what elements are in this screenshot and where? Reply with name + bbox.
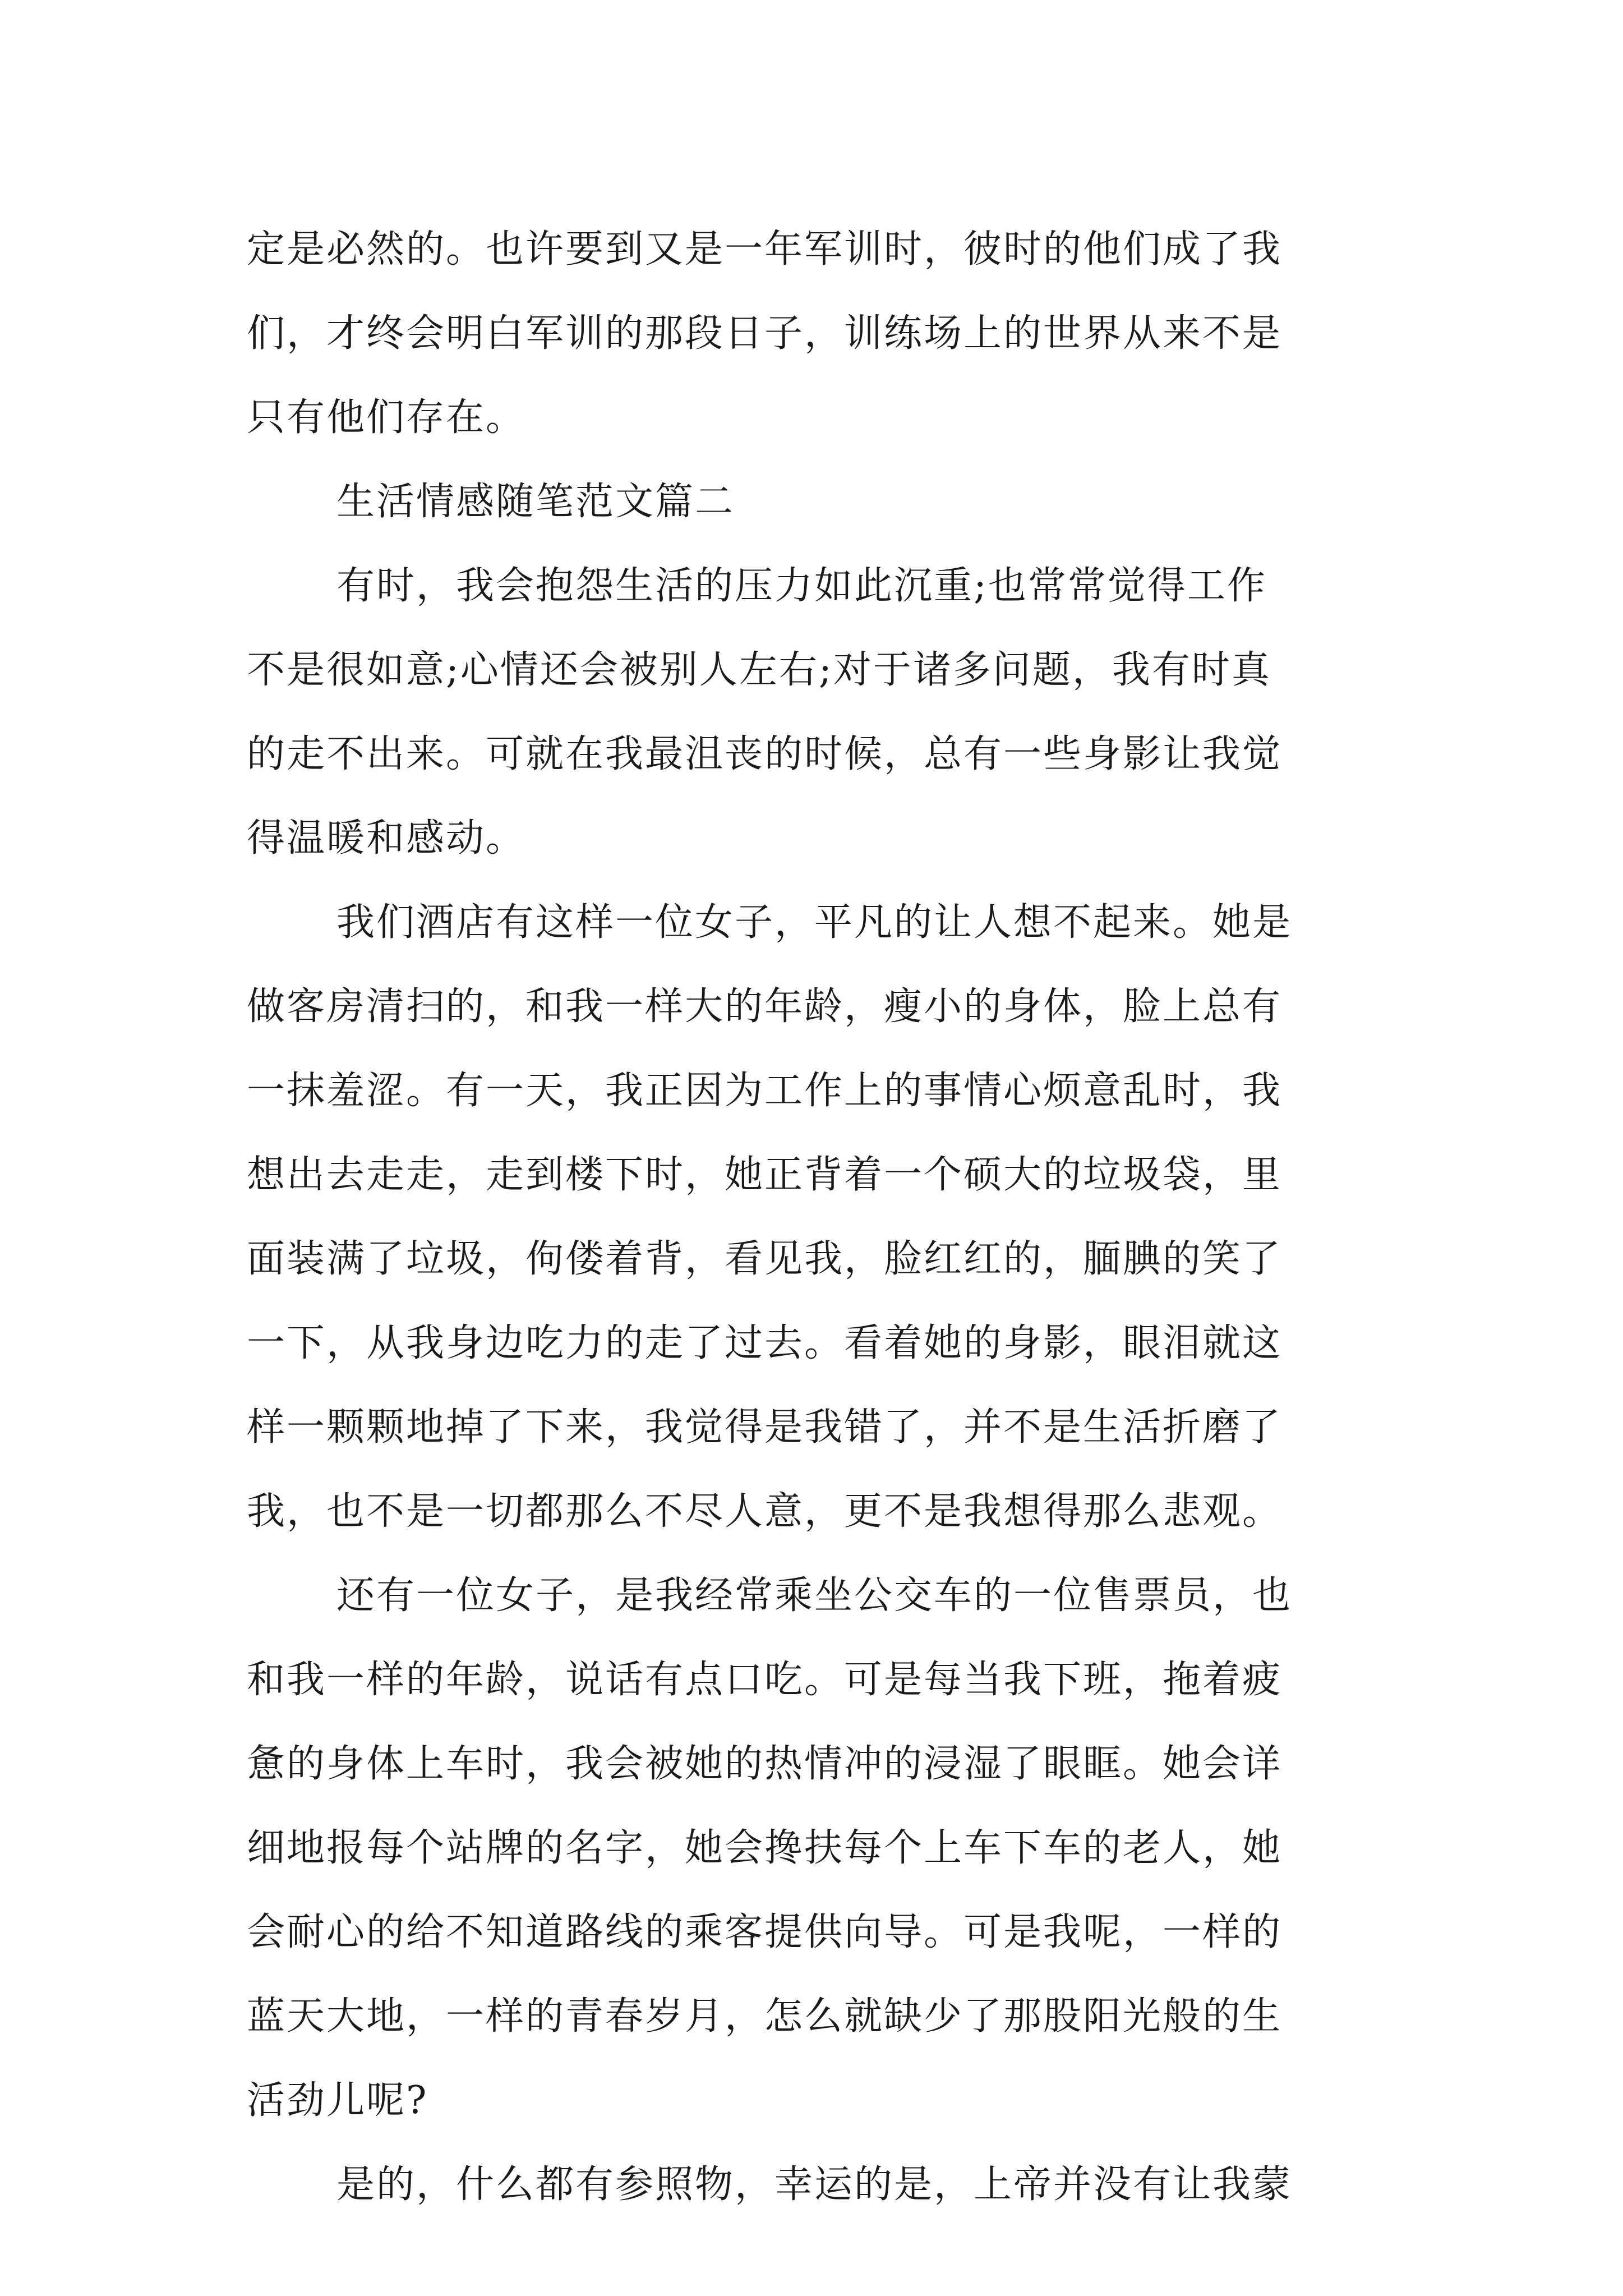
text-line: 惫的身体上车时，我会被她的热情冲的浸湿了眼眶。她会详 (247, 1742, 1283, 1786)
text-line: 生活情感随笔范文篇二 (336, 480, 735, 524)
text-line: 定是必然的。也许要到又是一年军训时，彼时的他们成了我 (247, 227, 1283, 272)
text-line: 不是很如意;心情还会被别人左右;对于诸多问题，我有时真 (247, 648, 1271, 692)
text-line: 想出去走走，走到楼下时，她正背着一个硕大的垃圾袋，里 (247, 1153, 1283, 1197)
text-line: 蓝天大地，一样的青春岁月，怎么就缺少了那股阳光般的生 (247, 1994, 1283, 2039)
text-line: 有时，我会抱怨生活的压力如此沉重;也常常觉得工作 (336, 564, 1267, 608)
text-line: 和我一样的年龄，说话有点口吃。可是每当我下班，拖着疲 (247, 1658, 1283, 1702)
text-line: 还有一位女子，是我经常乘坐公交车的一位售票员，也 (336, 1573, 1293, 1618)
text-line: 是的，什么都有参照物，幸运的是，上帝并没有让我蒙 (336, 2162, 1293, 2207)
text-line: 活劲儿呢? (247, 2078, 428, 2123)
document-page (247, 208, 1391, 2227)
text-line: 一下，从我身边吃力的走了过去。看着她的身影，眼泪就这 (247, 1321, 1283, 1365)
text-line: 们，才终会明白军训的那段日子，训练场上的世界从来不是 (247, 311, 1283, 356)
text-line: 面装满了垃圾，佝偻着背，看见我，脸红红的，腼腆的笑了 (247, 1237, 1283, 1281)
text-line: 得温暖和感动。 (247, 816, 526, 861)
text-line: 细地报每个站牌的名字，她会搀扶每个上车下车的老人，她 (247, 1826, 1283, 1870)
text-line: 的走不出来。可就在我最沮丧的时候，总有一些身影让我觉 (247, 732, 1283, 776)
text-line: 样一颗颗地掉了下来，我觉得是我错了，并不是生活折磨了 (247, 1405, 1283, 1450)
text-line: 做客房清扫的，和我一样大的年龄，瘦小的身体，脸上总有 (247, 984, 1283, 1029)
text-line: 我，也不是一切都那么不尽人意，更不是我想得那么悲观。 (247, 1489, 1283, 1534)
text-line: 一抹羞涩。有一天，我正因为工作上的事情心烦意乱时，我 (247, 1069, 1283, 1113)
text-line: 会耐心的给不知道路线的乘客提供向导。可是我呢，一样的 (247, 1910, 1283, 1954)
text-line: 只有他们存在。 (247, 395, 526, 440)
text-line: 我们酒店有这样一位女子，平凡的让人想不起来。她是 (336, 900, 1293, 945)
